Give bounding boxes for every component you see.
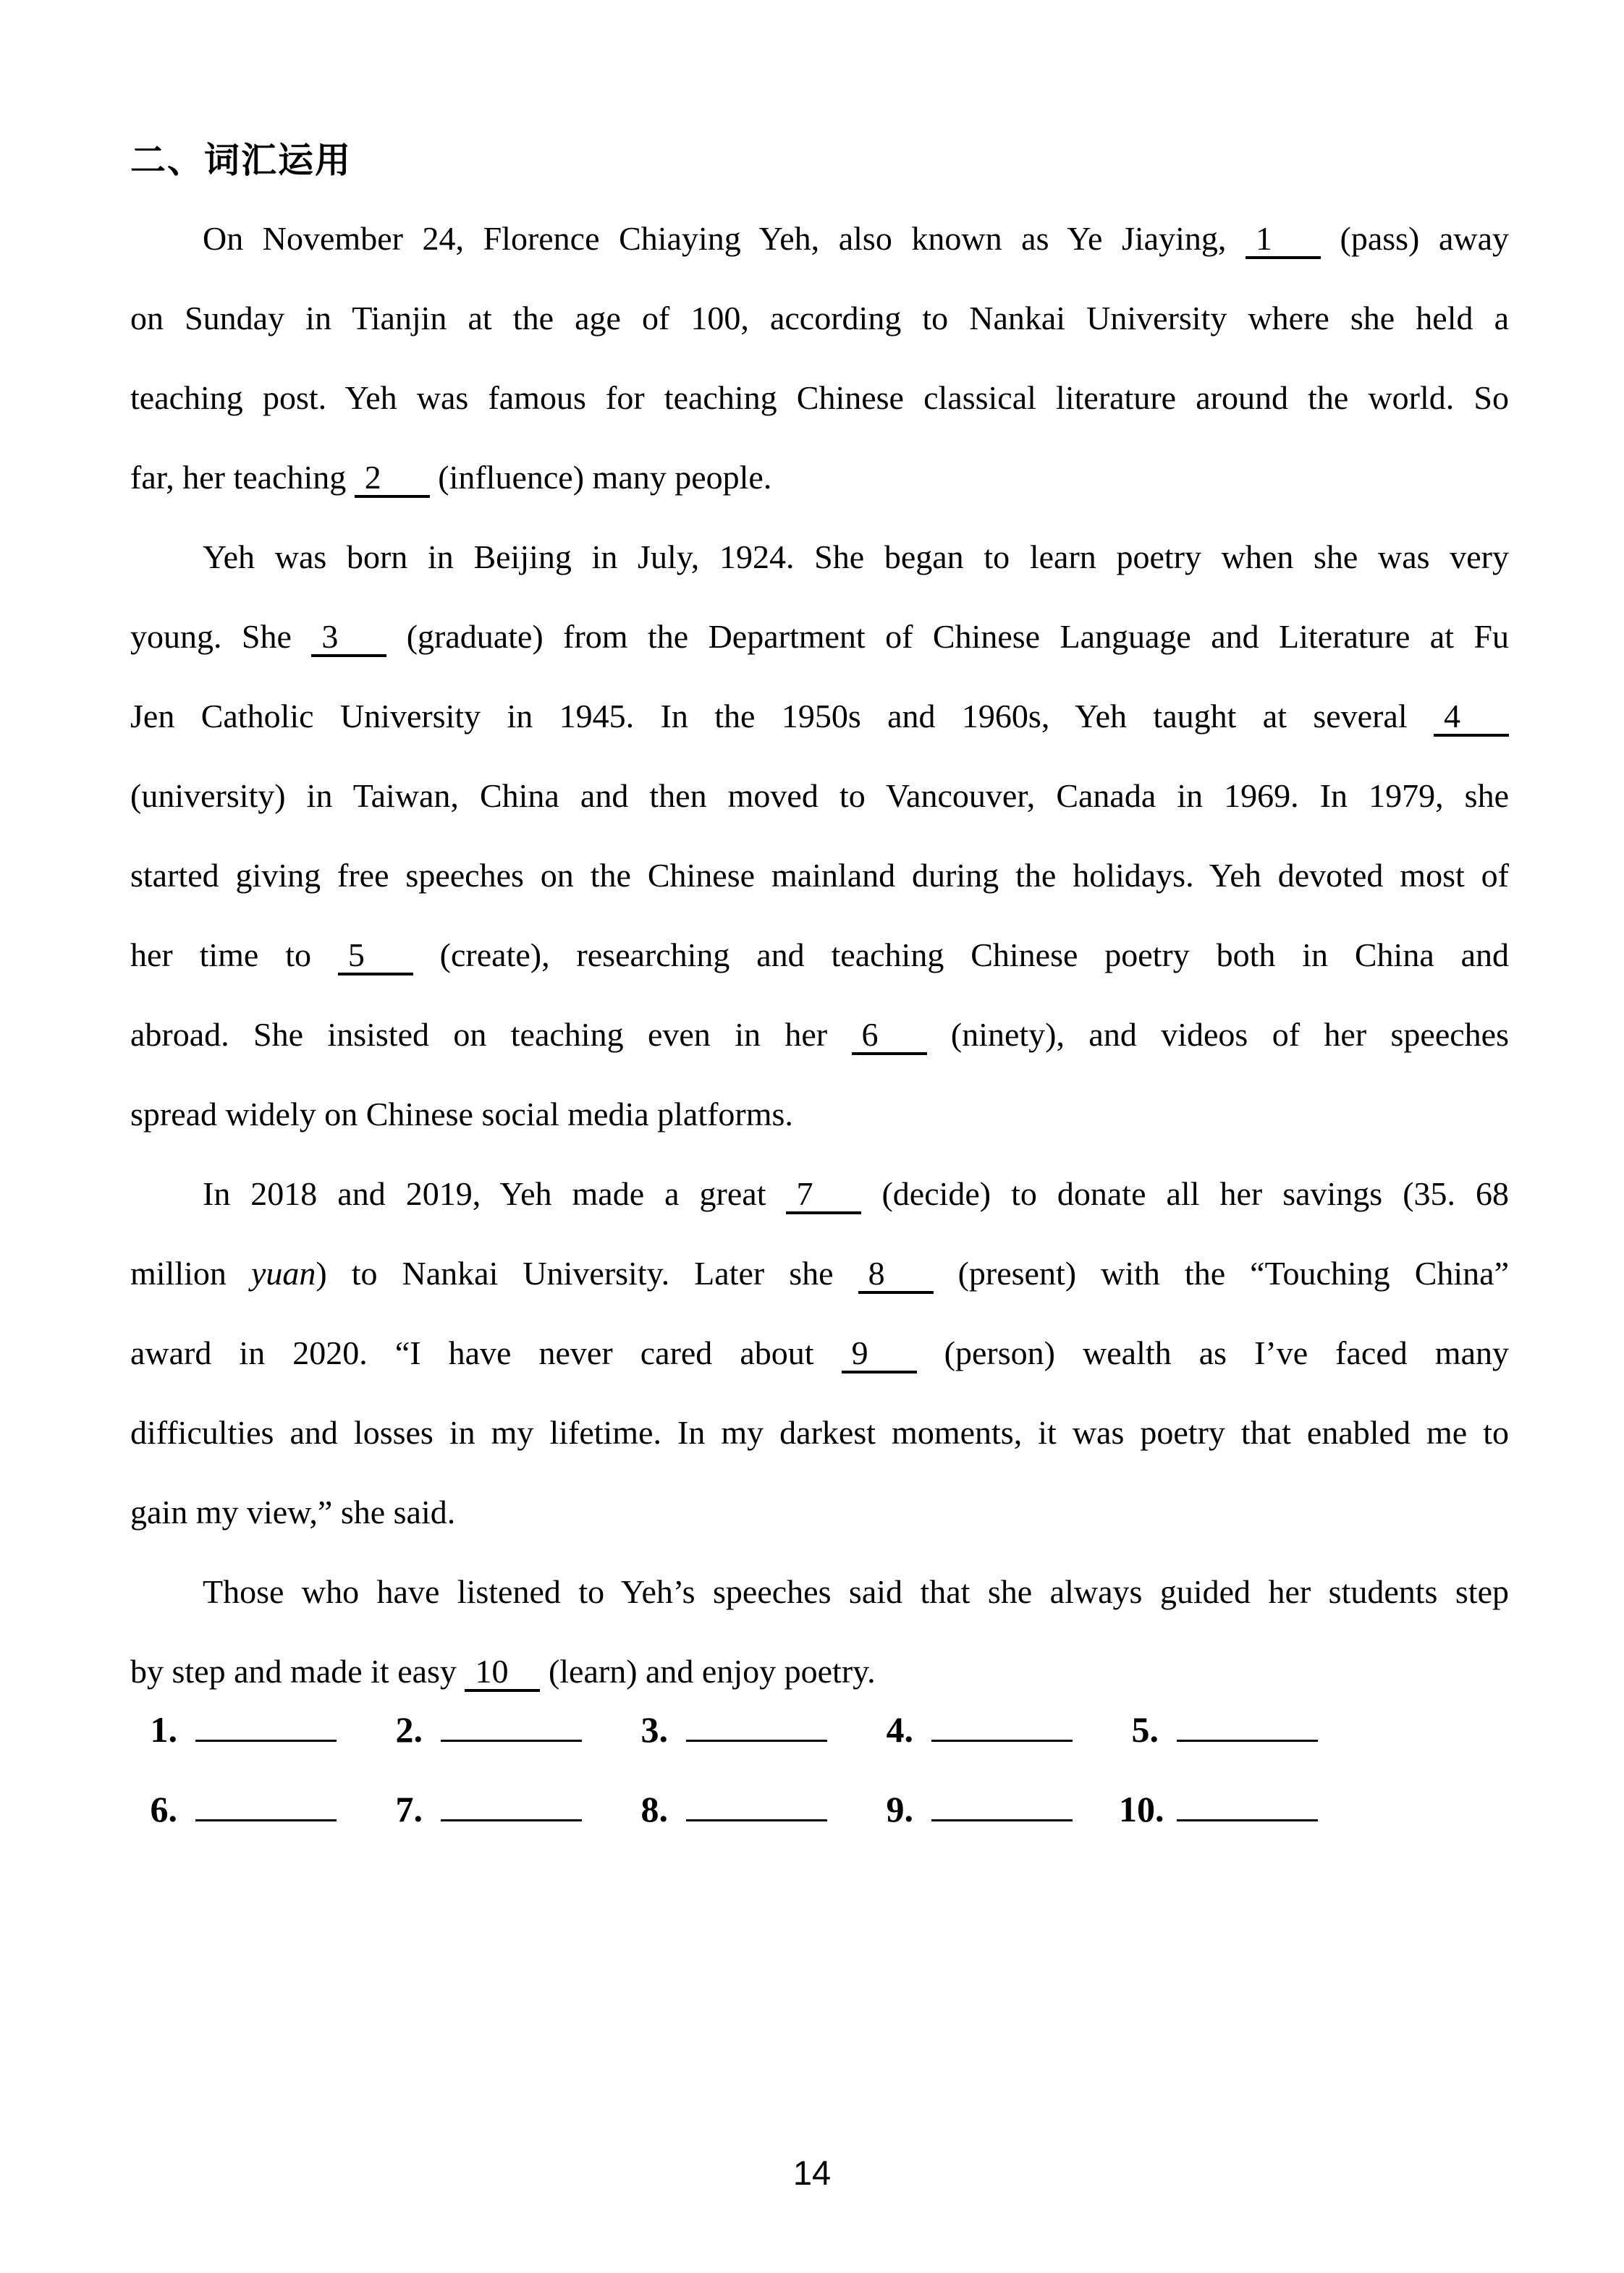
fill-blank-4[interactable]: 4 [1434,699,1509,737]
answer-number-8: 8. [640,1789,668,1829]
fill-blank-3[interactable]: 3 [311,619,386,657]
passage-line: Those who have listened to Yeh’s speeches said that she always guided her students step [203,1573,1509,1610]
answer-blank-2[interactable] [441,1715,582,1742]
passage-line: In 2018 and 2019, Yeh made a great 7 (decide) to donate all her savings (35. 68 [130,1154,1509,1234]
fill-blank-10[interactable]: 10 [465,1654,540,1692]
answer-item-6 [138,1769,383,1849]
answer-number-7: 7. [395,1789,423,1829]
passage-line: award in 2020. “I have never cared about 9 (person) wealth as I’ve faced many [130,1313,1509,1393]
passage-line: Yeh was born in Beijing in July, 1924. She began to learn poetry when she was very [203,538,1509,575]
fill-blank-6[interactable]: 6 [852,1017,927,1055]
passage-line: young. She 3 (graduate) from the Department of Chinese Language and Literature at Fu [130,597,1509,677]
answer-blank-7[interactable] [441,1795,582,1821]
passage-line: spread widely on Chinese social media platforms. [130,1096,793,1133]
fill-blank-7[interactable]: 7 [786,1177,861,1214]
answer-item-10 [1119,1769,1364,1849]
answer-blank-8[interactable] [686,1795,827,1821]
answer-number-5: 5. [1131,1709,1159,1750]
answer-row-2 [130,1769,1509,1849]
fill-blank-9[interactable]: 9 [842,1336,917,1373]
passage-line: difficulties and losses in my lifetime. In my darkest moments, it was poetry that enabled me to [130,1414,1509,1451]
answer-item-5 [1119,1690,1364,1769]
passage-line: by step and made it easy 10 (learn) and enjoy poetry. [130,1632,1509,1711]
answer-sheet [130,1690,1509,1849]
answer-blank-9[interactable] [931,1795,1073,1821]
answer-item-7 [383,1769,628,1849]
answer-number-6: 6. [150,1789,177,1829]
answer-blank-6[interactable] [195,1795,337,1821]
answer-item-3 [628,1690,874,1769]
answer-item-8 [628,1769,874,1849]
answer-number-4: 4. [886,1709,913,1750]
answer-blank-10[interactable] [1177,1795,1318,1821]
answer-item-1 [138,1690,383,1769]
page-number: 14 [792,2154,832,2192]
fill-blank-5[interactable]: 5 [338,938,413,975]
answer-blank-3[interactable] [686,1715,827,1742]
italic-word: yuan [250,1255,316,1292]
answer-number-1: 1. [150,1709,177,1750]
passage-line: teaching post. Yeh was famous for teaching Chinese classical literature around the world. So [130,379,1509,416]
fill-blank-2[interactable]: 2 [355,460,430,498]
passage-line: million yuan) to Nankai University. Later she 8 (present) with the “Touching China” [130,1234,1509,1313]
passage-line: On November 24, Florence Chiaying Yeh, also known as Ye Jiaying, 1 (pass) away [130,199,1509,279]
answer-item-4 [874,1690,1119,1769]
passage [130,199,1509,1711]
fill-blank-1[interactable]: 1 [1246,221,1321,259]
answer-number-3: 3. [640,1709,668,1750]
answer-number-10: 10. [1119,1789,1164,1829]
answer-blank-1[interactable] [195,1715,337,1742]
fill-blank-8[interactable]: 8 [858,1256,934,1294]
answer-item-9 [874,1769,1119,1849]
passage-line: gain my view,” she said. [130,1494,456,1531]
answer-row-1 [130,1690,1509,1769]
passage-line: Jen Catholic University in 1945. In the 1950s and 1960s, Yeh taught at several 4 [130,677,1509,756]
answer-blank-5[interactable] [1177,1715,1318,1742]
passage-line: her time to 5 (create), researching and teaching Chinese poetry both in China and [130,915,1509,995]
answer-blank-4[interactable] [931,1715,1073,1742]
passage-line: abroad. She insisted on teaching even in her 6 (ninety), and videos of her speeches [130,995,1509,1075]
passage-line: on Sunday in Tianjin at the age of 100, according to Nankai University where she held a [130,300,1509,336]
answer-number-9: 9. [886,1789,913,1829]
passage-line: started giving free speeches on the Chinese mainland during the holidays. Yeh devoted most of [130,857,1509,894]
section-heading: 二、词汇运用 [130,141,352,180]
answer-item-2 [383,1690,628,1769]
passage-line: far, her teaching 2 (influence) many people. [130,438,1509,517]
passage-line: (university) in Taiwan, China and then moved to Vancouver, Canada in 1969. In 1979, she [130,777,1509,814]
answer-number-2: 2. [395,1709,423,1750]
